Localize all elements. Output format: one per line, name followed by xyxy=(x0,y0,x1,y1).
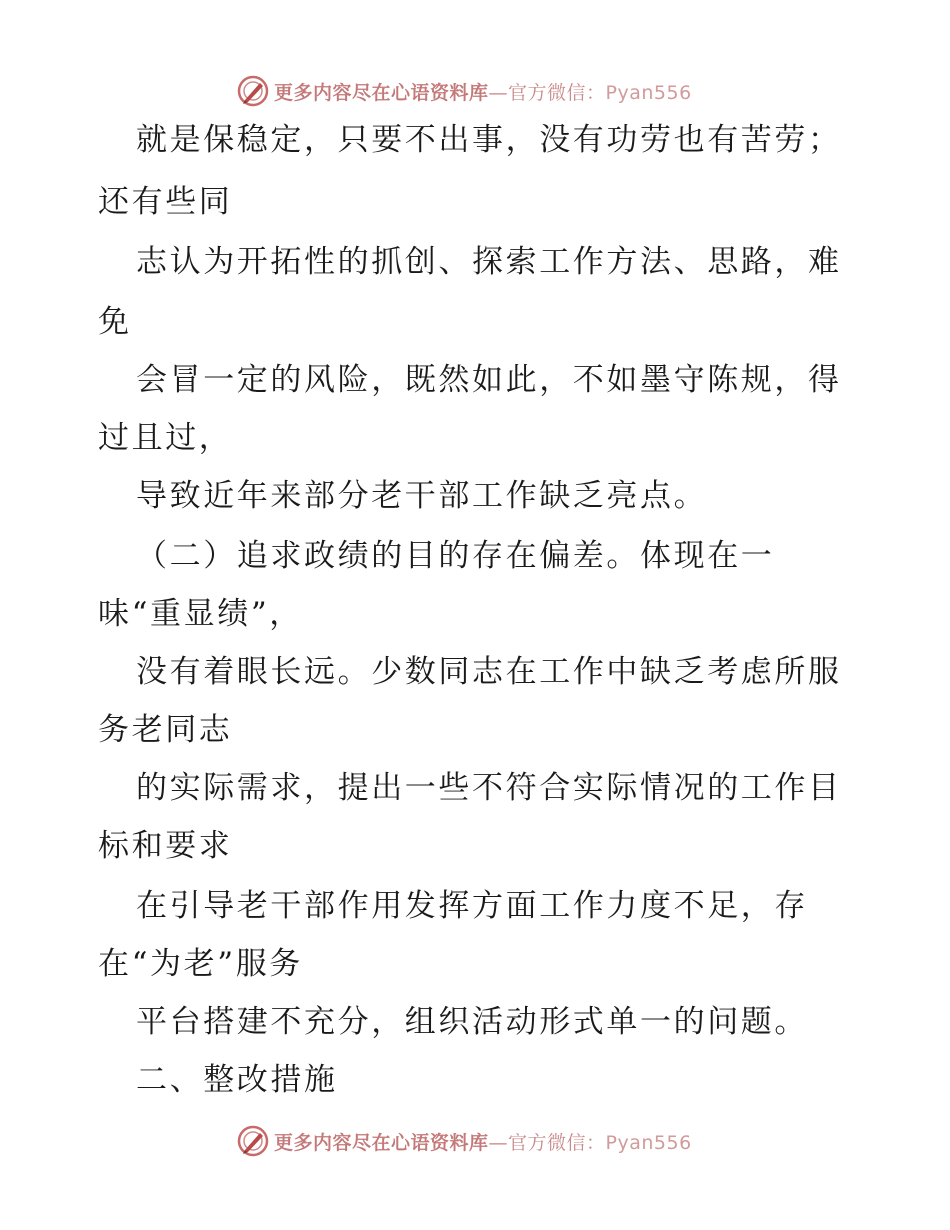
text-line-14: 在引导老干部作用发挥方面工作力度不足，存 xyxy=(136,888,808,924)
text-line-13: 标和要求 xyxy=(98,828,233,864)
text-line-7: 导致近年来部分老干部工作缺乏亮点。 xyxy=(136,478,708,514)
pen-circle-logo-icon xyxy=(236,74,270,108)
header-watermark xyxy=(0,70,950,110)
watermark-dash: — xyxy=(488,81,509,104)
text-line-6: 过且过， xyxy=(98,420,233,456)
watermark-brand-text: 更多内容尽在心语资料库 xyxy=(274,81,489,104)
text-line-8: （二）追求政绩的目的存在偏差。体现在一 xyxy=(136,538,775,574)
watermark-wechat-label: 官方微信： xyxy=(508,81,606,104)
pen-circle-logo-icon xyxy=(236,1124,270,1158)
text-line-10: 没有着眼长远。少数同志在工作中缺乏考虑所服 xyxy=(136,654,842,690)
watermark-brand-text: 更多内容尽在心语资料库 xyxy=(274,1131,489,1154)
text-line-9: 味“重显绩”， xyxy=(98,596,303,632)
text-line-2: 还有些同 xyxy=(98,184,233,220)
text-line-12: 的实际需求，提出一些不符合实际情况的工作目 xyxy=(136,770,842,806)
watermark-wechat-id: Pyan556 xyxy=(605,81,692,104)
text-line-11: 务老同志 xyxy=(98,712,233,748)
text-line-5: 会冒一定的风险，既然如此，不如墨守陈规，得 xyxy=(136,362,842,398)
text-line-1: 就是保稳定，只要不出事，没有功劳也有苦劳； xyxy=(136,122,842,158)
watermark-wechat-id: Pyan556 xyxy=(605,1131,692,1154)
footer-watermark xyxy=(0,1120,950,1160)
watermark-dash: — xyxy=(488,1131,509,1154)
text-line-4: 免 xyxy=(98,304,132,340)
text-line-3: 志认为开拓性的抓创、探索工作方法、思路，难 xyxy=(136,244,842,280)
text-line-15: 在“为老”服务 xyxy=(98,946,303,982)
section-heading: 二、整改措施 xyxy=(136,1062,338,1098)
watermark-wechat-label: 官方微信： xyxy=(508,1131,606,1154)
text-line-16: 平台搭建不充分，组织活动形式单一的问题。 xyxy=(136,1004,808,1040)
